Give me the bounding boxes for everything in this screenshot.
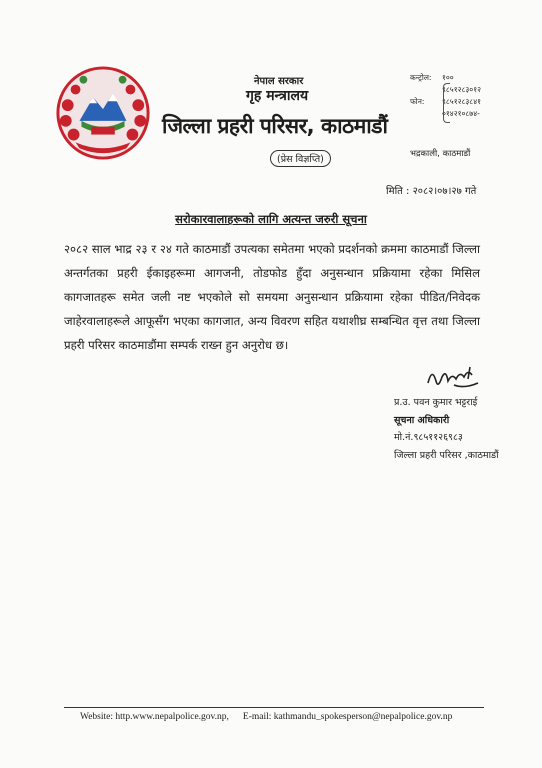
nepal-government-emblem — [54, 64, 152, 162]
signatory-office: जिल्ला प्रहरी परिसर ,काठमाडौं — [394, 449, 499, 461]
contact-value: ९८५१२८३०१२ — [442, 85, 481, 94]
office-address: भद्रकाली, काठमाडौं — [410, 149, 471, 159]
signatory-block — [394, 394, 499, 464]
phone-brace — [443, 83, 450, 123]
footer-email: E-mail: kathmandu_spokesperson@nepalpolice.gov.np — [242, 712, 453, 722]
contact-label — [410, 108, 442, 120]
signatory-name: प्र.उ. पवन कुमार भट्टराई — [394, 397, 478, 408]
notice-body: २०८२ साल भाद्र २३ र २४ गते काठमाडौं उपत्यका समेतमा भएको प्रदर्शनको क्रममा काठमाडौं जिल्ला अन्तर्गतका प्रहरी ईकाइहरूमा आगजनी, तोडफोड हुँदा अनुसन्धान प्रक्रियामा रहेका मिसिल कागजातहरू समेत जली नष्ट भएकोले सो समयमा अनुसन्धान प्रक्रियामा रहेका पीडित/निवेदक जाहेरवालाहरूले आफूसँग भएका कागजात, अन्य विवरण सहित यथाशीघ्र सम्बन्धित वृत्त तथा जिल्ला प्रहरी परिसर काठमाडौंमा सम्पर्क राख्न हुन अनुरोध छ। — [64, 242, 480, 352]
contact-value: ०१४२१०८७४- — [442, 109, 480, 118]
government-label: नेपाल सरकार — [254, 76, 304, 87]
notice-subject — [0, 212, 542, 227]
subject-text: सरोकारवालाहरूको लागि अत्यन्त जरुरी सूचना — [175, 212, 367, 226]
handwritten-signature — [424, 363, 484, 395]
press-release-label: (प्रेस विज्ञप्ति) — [270, 150, 331, 167]
contact-label: कन्ट्रोल: — [410, 73, 432, 82]
office-title: जिल्ला प्रहरी परिसर, काठमाडौं — [162, 114, 388, 138]
contact-label — [410, 84, 442, 96]
footer-website: Website: http.www.nepalpolice.gov.np, — [80, 712, 229, 722]
footer-divider — [64, 707, 484, 708]
contact-value: ९८५१२८३८४१ — [442, 97, 481, 106]
footer — [80, 712, 452, 722]
ministry-label: गृह मन्त्रालय — [246, 88, 309, 104]
contact-value: १०० — [442, 73, 454, 82]
contact-label: फोन: — [410, 97, 425, 106]
signatory-mobile: मो.नं.९८५११२६९८३ — [394, 432, 463, 443]
signatory-title: सूचना अधिकारी — [394, 414, 450, 426]
notice-date: मिति : २०८२।०७।२७ गते — [386, 186, 477, 197]
